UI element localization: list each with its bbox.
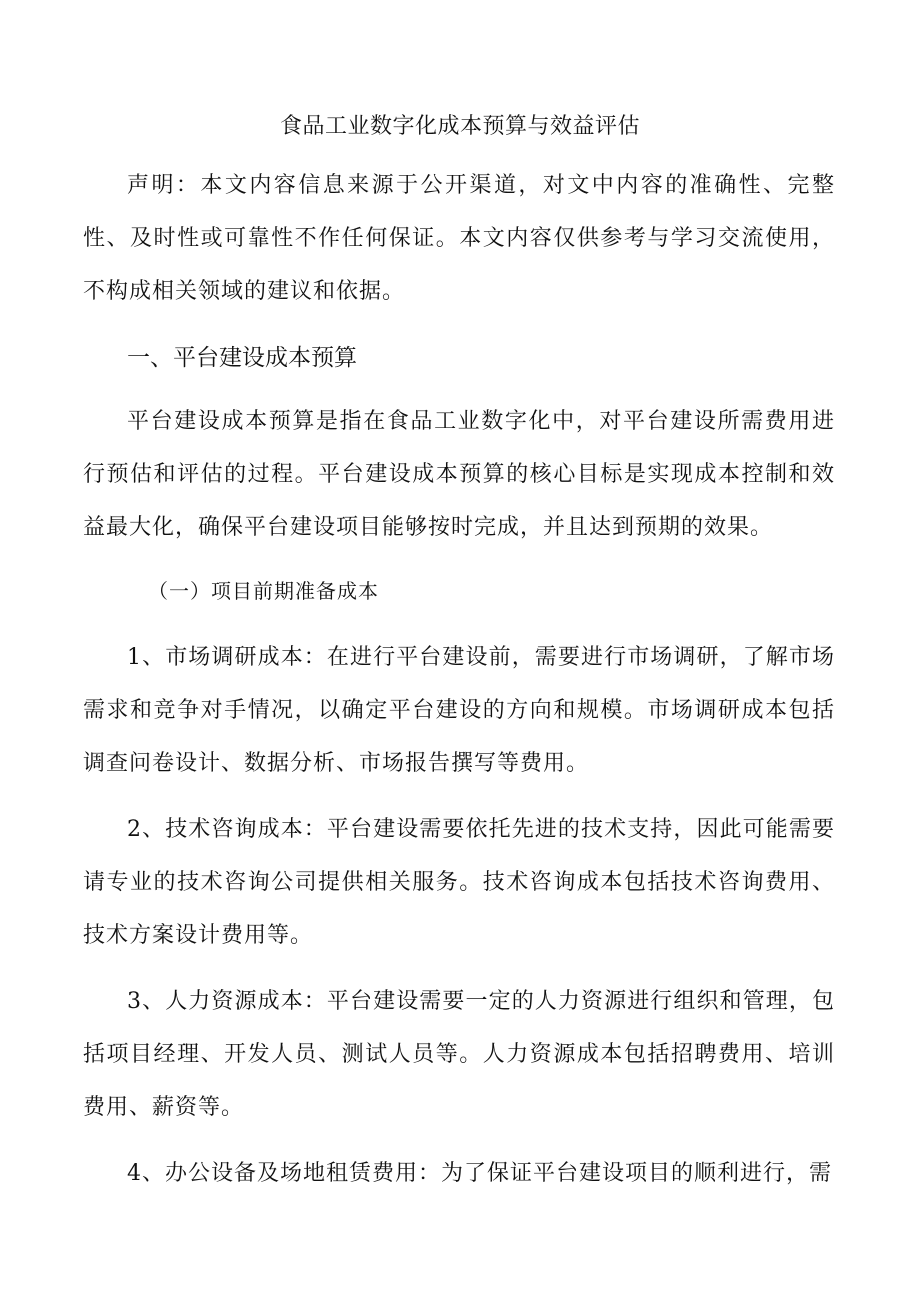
section-heading: 一、平台建设成本预算: [127, 345, 357, 371]
list-item: 4、办公设备及场地租赁费用：为了保证平台建设项目的顺利进行，需: [127, 1161, 832, 1186]
subsection-heading: （一）项目前期准备成本: [148, 579, 379, 603]
section-intro-paragraph: 平台建设成本预算是指在食品工业数字化中，对平台建设所需费用进行预估和评估的过程。平台建设成本预算的核心目标是实现成本控制和效益最大化，确保平台建设项目能够按时完成，并且达到预期的效果。: [83, 409, 835, 540]
list-item: 3、人力资源成本：平台建设需要一定的人力资源进行组织和管理，包括项目经理、开发人员、测试人员等。人力资源成本包括招聘费用、培训费用、薪资等。: [83, 989, 835, 1120]
list-item: 2、技术咨询成本：平台建设需要依托先进的技术支持，因此可能需要请专业的技术咨询公司提供相关服务。技术咨询成本包括技术咨询费用、技术方案设计费用等。: [83, 817, 835, 948]
document-title: 食品工业数字化成本预算与效益评估: [279, 114, 640, 139]
disclaimer-paragraph: 声明：本文内容信息来源于公开渠道，对文中内容的准确性、完整性、及时性或可靠性不作任何保证。本文内容仅供参考与学习交流使用，不构成相关领域的建议和依据。: [83, 173, 835, 304]
list-item: 1、市场调研成本：在进行平台建设前，需要进行市场调研，了解市场需求和竞争对手情况，以确定平台建设的方向和规模。市场调研成本包括调查问卷设计、数据分析、市场报告撰写等费用。: [83, 645, 835, 776]
